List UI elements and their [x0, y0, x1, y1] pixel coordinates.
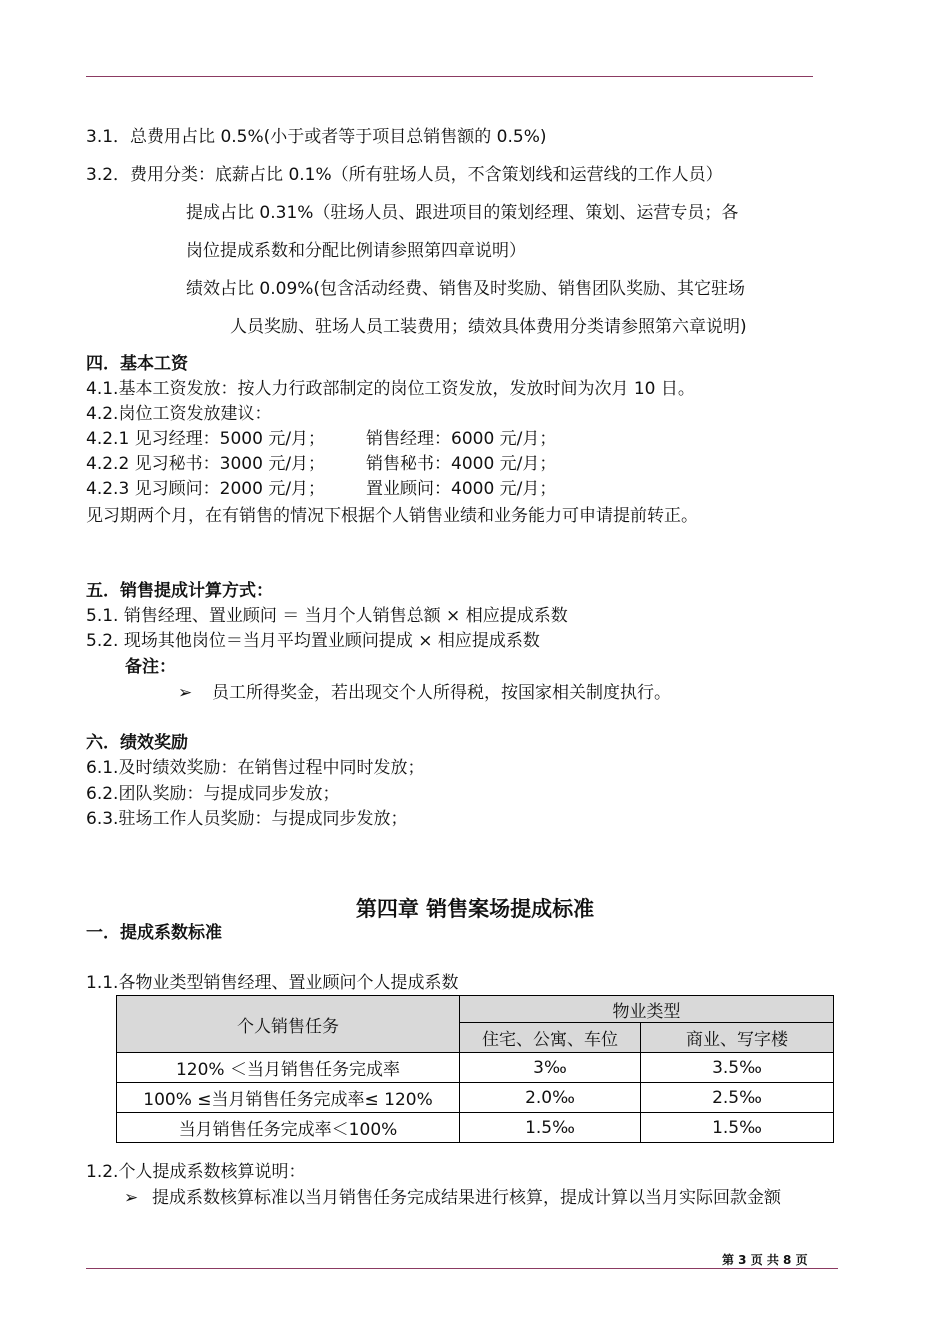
s5-line-2: 5.2. 现场其他岗位＝当月平均置业顾问提成 × 相应提成系数 — [86, 631, 540, 651]
fee-category-line: 3.2．费用分类：底薪占比 0.1%（所有驻场人员，不含策划线和运营线的工作人员） — [86, 165, 723, 185]
header-residential: 住宅、公寓、车位 — [460, 1023, 641, 1053]
fee-total-line: 3.1．总费用占比 0.5%(小于或者等于项目总销售额的 0.5%) — [86, 127, 547, 147]
cell-residential: 3‰ — [460, 1053, 641, 1083]
arrow-bullet-icon: ➢ — [178, 683, 193, 703]
cell-commercial: 2.5‰ — [641, 1083, 834, 1113]
s4-line-1: 4.1.基本工资发放：按人力行政部制定的岗位工资发放，发放时间为次月 10 日。 — [86, 379, 695, 399]
s4-line-2: 4.2.岗位工资发放建议： — [86, 404, 272, 424]
cell-task: 当月销售任务完成率＜100% — [117, 1113, 460, 1143]
cell-task: 120% ＜当月销售任务完成率 — [117, 1053, 460, 1083]
s4-trainee-manager: 4.2.1 见习经理：5000 元/月； — [86, 429, 326, 449]
page-number: 第 3 页 共 8 页 — [722, 1253, 808, 1267]
section-4-heading: 四．基本工资 — [86, 354, 188, 374]
cell-task: 100% ≤当月销售任务完成率≤ 120% — [117, 1083, 460, 1113]
chapter-4-title: 第四章 销售案场提成标准 — [355, 897, 595, 921]
section-6-heading: 六．绩效奖励 — [86, 733, 188, 753]
table-header-row — [117, 996, 834, 1023]
header-personal-task: 个人销售任务 — [117, 996, 460, 1053]
s4-trainee-consultant: 4.2.3 见习顾问：2000 元/月； — [86, 479, 326, 499]
header-rule — [86, 76, 813, 77]
commission-rate-table — [116, 995, 834, 1143]
s5-line-1: 5.1. 销售经理、置业顾问 ＝ 当月个人销售总额 × 相应提成系数 — [86, 606, 568, 626]
cell-commercial: 1.5‰ — [641, 1113, 834, 1143]
s5-note-label: 备注： — [125, 657, 176, 677]
table-row — [117, 1083, 834, 1113]
table-1-caption: 1.1.各物业类型销售经理、置业顾问个人提成系数 — [86, 973, 459, 993]
header-property-type: 物业类型 — [460, 996, 834, 1023]
fee-performance-line: 绩效占比 0.09%(包含活动经费、销售及时奖励、销售团队奖励、其它驻场 — [186, 279, 746, 299]
s6-line-2: 6.2.团队奖励：与提成同步发放； — [86, 784, 340, 804]
chapter-4-subheading: 一．提成系数标准 — [86, 923, 222, 943]
section-5-heading: 五．销售提成计算方式： — [86, 581, 273, 601]
header-commercial: 商业、写字楼 — [641, 1023, 834, 1053]
fee-performance-line-cont: 人员奖励、驻场人员工装费用；绩效具体费用分类请参照第六章说明) — [230, 317, 747, 337]
arrow-bullet-icon: ➢ — [124, 1188, 139, 1208]
s4-trainee-secretary: 4.2.2 见习秘书：3000 元/月； — [86, 454, 326, 474]
table-2-bullet-item — [124, 1187, 781, 1209]
s5-note-item — [178, 682, 671, 704]
s4-sales-secretary: 销售秘书：4000 元/月； — [366, 454, 557, 474]
cell-residential: 2.0‰ — [460, 1083, 641, 1113]
cell-commercial: 3.5‰ — [641, 1053, 834, 1083]
s5-note-text: 员工所得奖金，若出现交个人所得税，按国家相关制度执行。 — [212, 683, 671, 703]
table-row — [117, 1113, 834, 1143]
fee-commission-line-cont: 岗位提成系数和分配比例请参照第四章说明） — [186, 241, 526, 261]
footer-rule — [86, 1268, 838, 1269]
s4-sales-manager: 销售经理：6000 元/月； — [366, 429, 557, 449]
table-row — [117, 1053, 834, 1083]
table-2-caption: 1.2.个人提成系数核算说明： — [86, 1162, 306, 1182]
s4-property-consultant: 置业顾问：4000 元/月； — [366, 479, 557, 499]
s6-line-1: 6.1.及时绩效奖励：在销售过程中同时发放； — [86, 758, 425, 778]
s6-line-3: 6.3.驻场工作人员奖励：与提成同步发放； — [86, 809, 408, 829]
fee-commission-line: 提成占比 0.31%（驻场人员、跟进项目的策划经理、策划、运营专员；各 — [186, 203, 739, 223]
table-2-bullet-text: 提成系数核算标准以当月销售任务完成结果进行核算，提成计算以当月实际回款金额 — [152, 1188, 781, 1208]
cell-residential: 1.5‰ — [460, 1113, 641, 1143]
s4-probation-note: 见习期两个月，在有销售的情况下根据个人销售业绩和业务能力可申请提前转正。 — [86, 506, 698, 526]
